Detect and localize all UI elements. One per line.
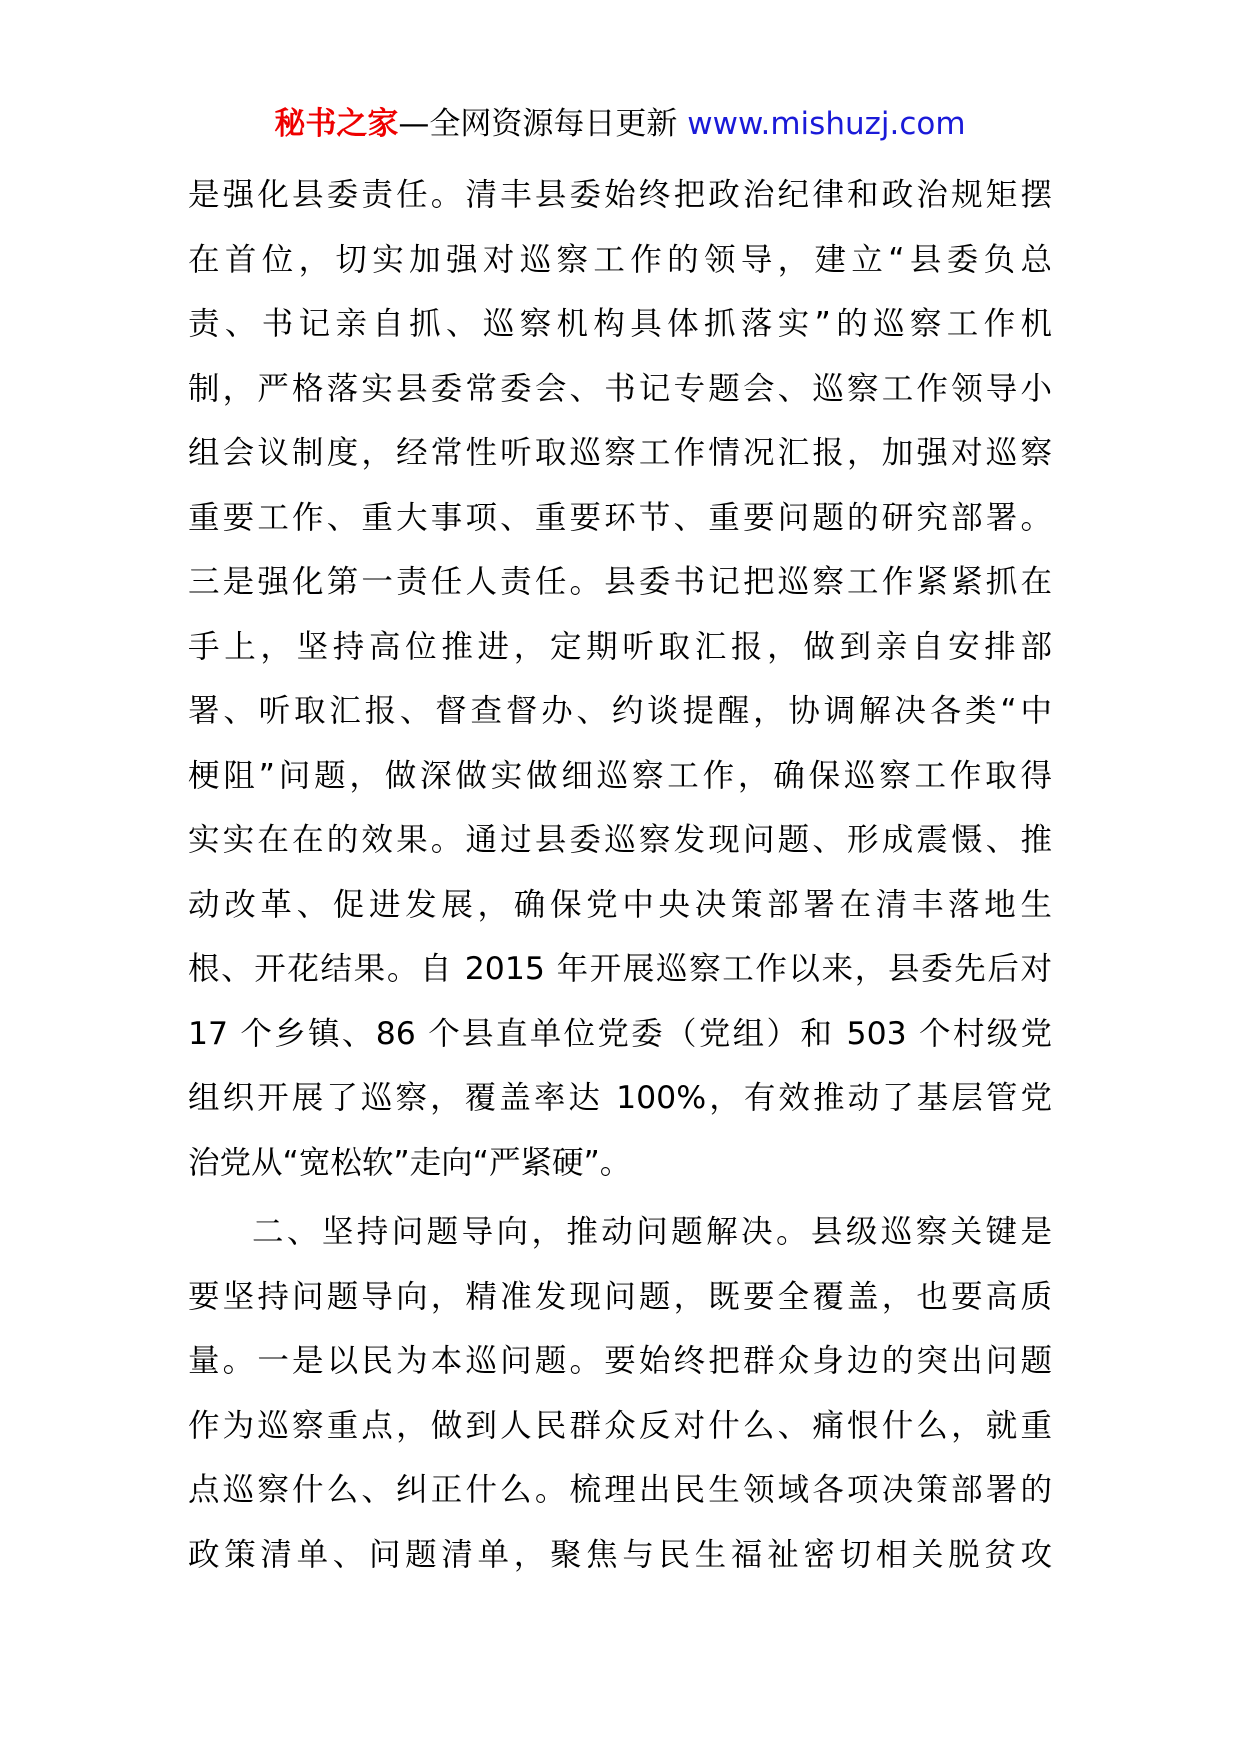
text-line: 要坚持问题导向，精准发现问题，既要全覆盖，也要高质 [188,1278,1052,1315]
text-line: 责、书记亲自抓、巡察机构具体抓落实”的巡察工作机 [188,306,1052,342]
body-text [188,163,1052,1587]
text-line: 点巡察什么、纠正什么。梳理出民生领域各项决策部署的 [188,1472,1052,1508]
text-line: 治党从“宽松软”走向“严紧硬”。 [188,1144,632,1181]
text-line: 署、听取汇报、督查督办、约谈提醒，协调解决各类“中 [188,693,1052,729]
text-line: 组会议制度，经常性听取巡察工作情况汇报，加强对巡察 [188,435,1052,471]
text-line: 根、开花结果。自 2015 年开展巡察工作以来，县委先后对 [188,951,1052,987]
text-line: 是强化县委责任。清丰县委始终把政治纪律和政治规矩摆 [188,177,1052,213]
paragraph-first-line: 二、坚持问题导向，推动问题解决。县级巡察关键是 [252,1214,1052,1250]
website-url[interactable]: www.mishuzj.com [687,106,966,142]
text-line: 动改革、促进发展，确保党中央决策部署在清丰落地生 [188,886,1052,923]
page-header [0,100,1240,148]
text-line: 量。一是以民为本巡问题。要始终把群众身边的突出问题 [188,1343,1052,1379]
text-line: 组织开展了巡察，覆盖率达 100%，有效推动了基层管党 [188,1080,1052,1116]
text-line: 制，严格落实县委常委会、书记专题会、巡察工作领导小 [188,370,1052,407]
text-line: 手上，坚持高位推进，定期听取汇报，做到亲自安排部 [188,628,1052,665]
text-line: 实实在在的效果。通过县委巡察发现问题、形成震慑、推 [188,822,1052,858]
text-line: 梗阻”问题，做深做实做细巡察工作，确保巡察工作取得 [188,757,1052,794]
text-line: 在首位，切实加强对巡察工作的领导，建立“县委负总 [188,241,1052,278]
text-line: 17 个乡镇、86 个县直单位党委（党组）和 503 个村级党 [188,1015,1052,1052]
text-line: 三是强化第一责任人责任。县委书记把巡察工作紧紧抓在 [188,564,1052,600]
brand-name: 秘书之家 [274,106,399,142]
text-line: 政策清单、问题清单，聚焦与民生福祉密切相关脱贫攻 [188,1536,1052,1573]
text-line: 重要工作、重大事项、重要环节、重要问题的研究部署。 [188,499,1052,536]
header-tagline: —全网资源每日更新 [398,106,688,142]
text-line: 作为巡察重点，做到人民群众反对什么、痛恨什么，就重 [188,1407,1052,1444]
